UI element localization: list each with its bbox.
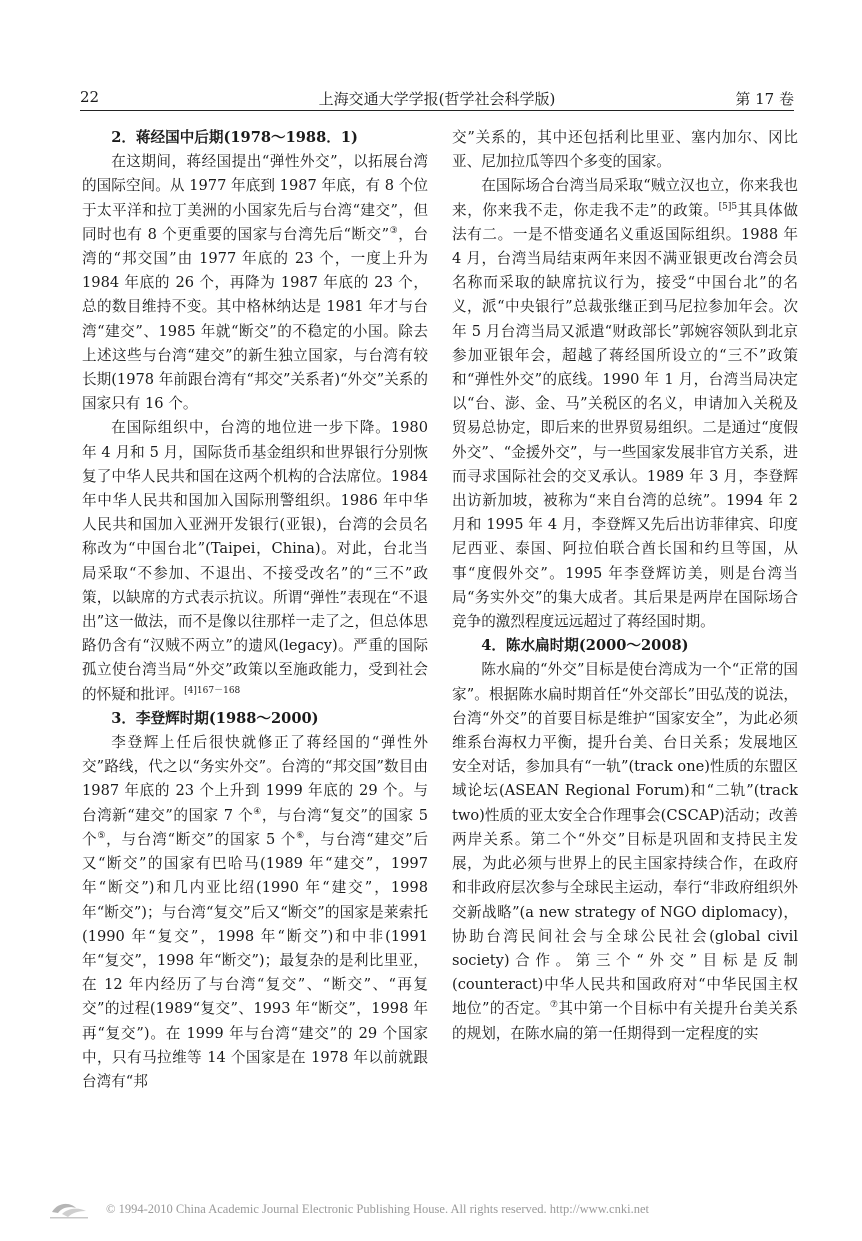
running-header [80, 86, 794, 111]
paragraph-text: 其中第一个目标中有关提升台美关系的规划，在陈水扁的第一任期得到一定程度的实 [452, 1000, 798, 1042]
citation-mark: [4]167－168 [184, 685, 241, 696]
paragraph-2 [452, 174, 798, 634]
right-column [452, 126, 798, 1116]
section-2-title: 2．蒋经国中后期(1978～1988．1) [111, 129, 358, 146]
section-2-paragraph-1 [82, 150, 428, 416]
section-4-paragraph-1 [452, 658, 798, 1045]
paragraph-text: 在国际场合台湾当局采取“贼立汉也立，你来我也来，你来我不走，你走我不走”的政策。 [452, 177, 798, 219]
volume-label: 第 17 卷 [735, 90, 794, 108]
footnote-mark: ③ [389, 225, 399, 236]
section-3-title: 3．李登辉时期(1988～2000) [111, 709, 319, 727]
paragraph-text: 在国际组织中，台湾的地位进一步下降。1980 年 4 月和 5 月，国际货币基金组织和世界银行分别恢复了中华人民共和国在这两个机构的合法席位。1984 年中华人民共和国加入国际刑警组织。1986 年中华人民共和国加入亚洲开发银行(亚银)，台湾的会员名称改为“中国台北”(Taipei，China)。对此，台北当局采取“不参加、不退出、不接受改名”的“三不”政策，以缺席的方式表示抗议。所谓“弹性”表现在“不退出”这一做法，而不是像以往那样一走了之，但总体思路仍含有“汉贼不两立”的遗风(legacy)。严重的国际孤立使台湾当局“外交”政策以至施政能力，受到社会的怀疑和批评。 [82, 419, 428, 703]
paragraph-text: 其具体做法有二。一是不惜变通名义重返国际组织。1988 年 4 月，台湾当局结束两年来因不满亚银更改台湾会员名称而采取的缺席抗议行为，接受“中国台北”的名义，派“中央银行”总裁张继正到马尼拉参加年会。次年 5 月台湾当局又派遣“财政部长”郭婉容领队到北京参加亚银年会，超越了蒋经国所设立的“三不”政策和“弹性外交”的底线。1990 年 1 月，台湾当局决定以“台、澎、金、马”关税区的名义，申请加入关税及贸易总协定，即后来的世界贸易组织。二是通过“度假外交”、“金援外交”，与一些国家发展非官方关系，进而寻求国际社会的交叉承认。1989 年 3 月，李登辉出访新加坡，被称为“来自台湾的总统”。1994 年 2 月和 1995 年 4 月，李登辉又先后出访菲律宾、印度尼西亚、泰国、阿拉伯联合酋长国和约旦等国，从事“度假外交”。1995 年李登辉访美，则是台湾当局“务实外交”的集大成者。其后果是两岸在国际场合竞争的激烈程度远远超过了蒋经国时期。 [452, 201, 798, 631]
page-number: 22 [80, 88, 100, 106]
continued-paragraph: 交”关系的，其中还包括利比里亚、塞内加尔、冈比亚、尼加拉瓜等四个多变的国家。 [452, 129, 798, 171]
paragraph-text: ，与台湾“断交”的国家 5 个 [106, 830, 297, 848]
paragraph-text: ，与台湾“复交”的国家 5 个 [82, 806, 428, 848]
cnki-logo-icon [48, 1198, 90, 1220]
section-2-paragraph-2 [82, 416, 428, 706]
left-column [82, 126, 428, 1116]
copyright-notice: © 1994-2010 China Academic Journal Electronic Publishing House. All rights reserved. http://www.cnki.net [106, 1202, 649, 1216]
section-3-paragraph-1 [82, 731, 428, 1094]
section-4-title: 4．陈水扁时期(2000～2008) [481, 637, 689, 655]
journal-title: 上海交通大学学报(哲学社会科学版) [318, 90, 556, 108]
footnote-mark: ⑥ [296, 831, 305, 842]
paragraph-text: ，台湾的“邦交国”由 1977 年底的 23 个，一度上升为 1984 年底的 26 个，再降为 1987 年底的 23 个，总的数目维持不变。其中格林纳达是 1981 年才与台湾“建交”、1985 年就“断交”的不稳定的小国。除去上述这些与台湾“建交”的新生独立国家，与台湾有较长期(1978 年前跟台湾有“邦交”关系者)“外交”关系的国家只有 16 个。 [82, 225, 428, 413]
paragraph-text: 在这期间，蒋经国提出“弹性外交”，以拓展台湾的国际空间。从 1977 年底到 1987 年底，有 8 个位于太平洋和拉丁美洲的小国家先后与台湾“建交”，但同时也有 8 个更重要的国家与台湾先后“断交” [82, 153, 428, 243]
paragraph-text: ，与台湾“建交”后又“断交”的国家有巴哈马(1989 年“建交”，1997 年“断交”)和几内亚比绍(1990 年“建交”，1998 年“断交”)；与台湾“复交”后又“断交”的国家是莱索托(1990 年“复交”，1998 年“断交”)和中非(1991 年“复交”，1998 年“断交”)；最复杂的是利比里亚，在 12 年内经历了与台湾“复交”、“断交”、“再复交”的过程(1989“复交”、1993 年“断交”，1998 年再“复交”)。在 1999 年与台湾“建交”的 29 个国家中，只有马拉维等 14 个国家是在 1978 年以前就跟台湾有“邦 [82, 830, 428, 1090]
footnote-mark: ④ [253, 806, 262, 817]
paragraph-text: 李登辉上任后很快就修正了蒋经国的“弹性外交”路线，代之以“务实外交”。台湾的“邦交国”数目由 1987 年底的 23 个上升到 1999 年底的 29 个。与台湾新“建交”的国家 7 个 [82, 734, 428, 824]
page-footer [48, 1196, 808, 1226]
citation-mark: [5]5 [718, 201, 738, 212]
footnote-mark: ⑤ [97, 831, 107, 842]
footnote-mark: ⑦ [549, 1000, 559, 1011]
paragraph-text: 陈水扁的“外交”目标是使台湾成为一个“正常的国家”。根据陈水扁时期首任“外交部长”田弘茂的说法，台湾“外交”的首要目标是维护“国家安全”，为此必须维系台海权力平衡，提升台美、台日关系；发展地区安全对话，参加具有“一轨”(track one)性质的东盟区域论坛(ASEAN Regional Forum)和“二轨”(track two)性质的亚太安全合作理事会(CSCAP)活动；改善两岸关系。第二个“外交”目标是巩固和支持民主发展，为此必须与世界上的民主国家持续合作，在政府和非政府层次参与全球民主运动，奉行“非政府组织外交新战略”(a new strategy of NGO diplomacy)，协助台湾民间社会与全球公民社会(global civil society)合作。第三个“外交”目标是反制(counteract)中华人民共和国政府对“中华民国主权地位”的否定。 [452, 661, 798, 1018]
